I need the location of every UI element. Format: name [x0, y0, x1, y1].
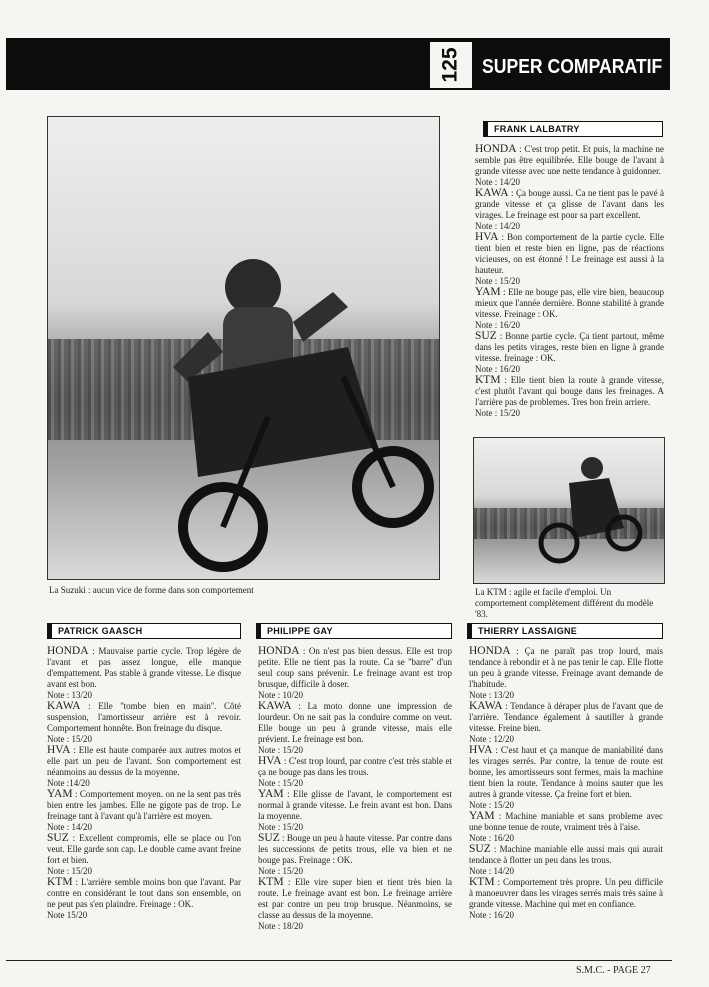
- review-entry: KAWA : Tendance à déraper plus de l'avant que de l'arrière. Tendance également à sautiller à grande vitesse. Freine bien.: [469, 700, 664, 733]
- review-score: Note : 16/20: [475, 320, 520, 330]
- review-score: Note : 15/20: [47, 734, 92, 744]
- bike-name: KAWA: [469, 700, 503, 712]
- review-text: Bonne partie cycle. Ça tient partout, même dans les petits virages, reste bien en ligne à grande vitesse. freinage : OK.: [475, 331, 664, 363]
- review-text: C'est trop lourd, par contre c'est très stable et ça ne bouge pas dans les trous.: [258, 756, 452, 777]
- bike-name: HVA: [475, 231, 499, 243]
- review-entry: HVA : C'est trop lourd, par contre c'est très stable et ça ne bouge pas dans les trous.: [258, 755, 452, 777]
- review-entry: KTM : Elle vire super bien et tient très bien la route. Le freinage avant est bon. Le freinage arrière est par contre un peu trop brusque. Néanmoins, se classe au dessus de la moyenne.: [258, 876, 452, 920]
- review-score: Note : 16/20: [469, 910, 514, 920]
- bike-name: YAM: [47, 788, 73, 800]
- bike-name: SUZ: [258, 832, 280, 844]
- review-entry: KAWA : Elle ''tombe bien en main''. Côté suspension, l'amortisseur arrière est à revoir. Comportement honnête. Bon freinage du disque.: [47, 700, 241, 733]
- review-text: La moto donne une impression de lourdeur. On ne sait pas la conduire comme on veut. Elle bouge un peu à grande vitesse, mais elle prévient. Le freinage est bon.: [258, 701, 452, 744]
- review-entry: HONDA : On n'est pas bien dessus. Elle est trop petite. Elle ne tient pas la route. Ca se ''barre'' d'un seul coup sans prévenir. Le freinage avant est trop brusque, difficile à doser.: [258, 645, 452, 689]
- review-score: Note : 14/20: [47, 822, 92, 832]
- review-entry: SUZ : Excellent compromis, elle se place ou l'on veut. Elle garde son cap. Le double came avant freine fort et bien.: [47, 832, 241, 865]
- review-entry: KTM : Comportement très propre. Un peu difficile à manoeuvrer dans les virages serrés mais très saine à grande vitesse. Machine qui met en confiance.: [469, 876, 663, 909]
- review-text: Machine maniable et sans probleme avec une bonne tenue de route, vraiment très à l'aise.: [469, 811, 663, 832]
- issue-number-tab: [430, 42, 472, 88]
- review-score: Note : 10/20: [258, 690, 303, 700]
- bike-name: SUZ: [469, 843, 491, 855]
- review-text: Elle glisse de l'avant, le comportement est normal à grande vitesse. Le frein avant est bon. Dans la moyenne.: [258, 789, 452, 821]
- bike-name: HONDA: [475, 143, 517, 155]
- review-score: Note : 16/20: [475, 364, 520, 374]
- review-entry: KTM : L'arrière semble moins bon que l'avant. Par contre en considérant le tout dans son ensemble, on ne peut pas s'en plaindre. Freinage : OK.: [47, 876, 241, 909]
- review-score: Note : 12/20: [469, 734, 514, 744]
- review-score: Note : 14/20: [475, 221, 520, 231]
- bike-name: HVA: [47, 744, 71, 756]
- review-score: Note : 15/20: [47, 866, 92, 876]
- review-entry: HONDA : Mauvaise partie cycle. Trop légère de l'avant et pas assez longue, elle manque d'empattement. Pas stable à grande vitesse. Le disque avant est bon.: [47, 645, 241, 689]
- review-score: Note : 13/20: [469, 690, 514, 700]
- review-text: Elle est haute comparée aux autres motos et elle part un peu de l'avant. Son comportement est néanmoins au dessus de la moyenne.: [47, 745, 241, 777]
- main-photo: [47, 116, 440, 580]
- review-frank-lalbatry: [475, 144, 664, 419]
- bike-name: KAWA: [258, 700, 292, 712]
- review-entry: SUZ : Bouge un peu à haute vitesse. Par contre dans les successions de petits trous, elle va bien et ne bouge pas. Freinage : OK.: [258, 832, 452, 865]
- review-text: Elle tient bien la route à grande vitesse, c'est plutôt l'avant qui bouge dans les freinages. A l'arrière pas de problemes. Tres bon frein arriere.: [475, 375, 664, 407]
- bike-name: KTM: [47, 876, 73, 888]
- rider-header-frank-lalbatry: FRANK LALBATRY: [483, 121, 663, 137]
- review-text: Tendance à déraper plus de l'avant que de l'arrière. Tendance également à sautiller à grande vitesse. Freine bien.: [469, 701, 664, 733]
- review-score: Note : 15/20: [258, 745, 303, 755]
- bike-name: HONDA: [47, 645, 89, 657]
- review-text: Mauvaise partie cycle. Trop légère de l'avant et pas assez longue, elle manque d'empattement. Pas stable à grande vitesse. Le disque avant est bon.: [47, 646, 241, 689]
- review-entry: HONDA : C'est trop petit. Et puis, la machine ne semble pas être equilibrée. Elle bouge de l'avant à grande vitesse avec une nette tendance à guidonner.: [475, 143, 664, 176]
- review-text: C'est haut et ça manque de maniabilité dans les virages serrés. Par contre, la tenue de route est bonne, les amortisseurs sont fermes, mais la machine tient bien la route. Tendance à moins sauter que les autres à grande vitesse. Ça freine fort et bien.: [469, 745, 663, 799]
- review-text: Ça ne paraît pas trop lourd, mais tendance à rebondir et à ne pas tenir le cap. Elle flotte un peu à grande vitesse. Freinage avant demande de l'habitude.: [469, 646, 663, 689]
- bike-name: HVA: [469, 744, 493, 756]
- bike-name: YAM: [469, 810, 495, 822]
- bike-name: KTM: [258, 876, 284, 888]
- review-entry: YAM : Elle glisse de l'avant, le comportement est normal à grande vitesse. Le frein avant est bon. Dans la moyenne.: [258, 788, 452, 821]
- review-score: Note : 18/20: [258, 921, 303, 931]
- main-photo-caption: La Suzuki : aucun vice de forme dans son comportement: [49, 585, 254, 595]
- rider-header-patrick-gaasch: PATRICK GAASCH: [47, 623, 241, 639]
- review-score: Note : 15/20: [475, 408, 520, 418]
- bike-name: SUZ: [475, 330, 497, 342]
- review-entry: YAM : Elle ne bouge pas, elle vire bien, beaucoup mieux que l'année dernière. Bonne stabilité à grande vitesse. Freinage : OK.: [475, 286, 664, 319]
- review-text: Comportement très propre. Un peu difficile à manoeuvrer dans les virages serrés mais très saine à grande vitesse. Machine qui met en confiance.: [469, 877, 663, 909]
- bike-name: KAWA: [47, 700, 81, 712]
- review-score: Note : 13/20: [47, 690, 92, 700]
- review-entry: KAWA : La moto donne une impression de lourdeur. On ne sait pas la conduire comme on veut. Elle bouge un peu à grande vitesse, mais elle prévient. Le freinage est bon.: [258, 700, 452, 744]
- small-photo: [473, 437, 665, 584]
- review-patrick-gaasch: [47, 646, 241, 921]
- bike-name: KTM: [475, 374, 501, 386]
- review-score: Note : 15/20: [469, 800, 514, 810]
- review-text: Comportement moyen. on ne la sent pas très bien entre les jambes. Elle ne gigote pas de trop. Le freinage tant à l'avant qu'à l'arrière est moyen.: [47, 789, 241, 821]
- review-score: Note : 15/20: [258, 822, 303, 832]
- review-text: Elle ''tombe bien en main''. Côté suspension, l'amortisseur arrière est à revoir. Comportement honnête. Bon freinage du disque.: [47, 701, 241, 733]
- review-score: Note 15/20: [47, 910, 88, 920]
- review-entry: HVA : C'est haut et ça manque de maniabilité dans les virages serrés. Par contre, la tenue de route est bonne, les amortisseurs sont fermes, mais la machine tient bien la route. Tendance à moins sauter que les autres à grande vitesse. Ça freine fort et bien.: [469, 744, 663, 799]
- bike-name: KAWA: [475, 187, 509, 199]
- footer-rule: [6, 960, 672, 961]
- review-entry: YAM : Comportement moyen. on ne la sent pas très bien entre les jambes. Elle ne gigote pas de trop. Le freinage tant à l'avant qu'à l'arrière est moyen.: [47, 788, 241, 821]
- review-text: Bouge un peu à haute vitesse. Par contre dans les successions de petits trous, elle va bien et ne bouge pas. Freinage : OK.: [258, 833, 452, 865]
- review-entry: SUZ : Machine maniable elle aussi mais qui aurait tendance à flotter un peu dans les trous.: [469, 843, 663, 865]
- review-text: Machine maniable elle aussi mais qui aurait tendance à flotter un peu dans les trous.: [469, 844, 663, 865]
- review-score: Note : 15/20: [258, 778, 303, 788]
- review-score: Note : 14/20: [475, 177, 520, 187]
- review-score: Note : 15/20: [258, 866, 303, 876]
- section-title: SUPER COMPARATIF: [482, 56, 663, 78]
- small-photo-caption: La KTM : agile et facile d'emploi. Un comportement complètement différent du modèle '83.: [475, 587, 654, 619]
- bike-name: HONDA: [469, 645, 511, 657]
- review-text: Elle vire super bien et tient très bien la route. Le freinage avant est bon. Le freinage arrière est par contre un peu trop brusque. Néanmoins, se classe au dessus de la moyenne.: [258, 877, 452, 920]
- review-score: Note : 14/20: [469, 866, 514, 876]
- review-entry: KAWA : Ça bouge aussi. Ca ne tient pas le pavé à grande vitesse et ça glisse de l'avant dans les virages. Le freinage est pour sa part excellent.: [475, 187, 664, 220]
- review-entry: KTM : Elle tient bien la route à grande vitesse, c'est plutôt l'avant qui bouge dans les freinages. A l'arrière pas de problemes. Tres bon frein arriere.: [475, 374, 664, 407]
- review-score: Note : 16/20: [469, 833, 514, 843]
- motocross-rider-jump-illustration: [48, 117, 439, 579]
- review-thierry-lassaigne: [469, 646, 663, 921]
- review-score: Note :14/20: [47, 778, 90, 788]
- rider-header-thierry-lassaigne: THIERRY LASSAIGNE: [467, 623, 663, 639]
- review-entry: HVA : Bon comportement de la partie cycle. Elle tient bien et reste bien en ligne, pas de réactions vicieuses, on est étonné ! Le freinage est aussi à la hauteur.: [475, 231, 664, 275]
- review-entry: HVA : Elle est haute comparée aux autres motos et elle part un peu de l'avant. Son comportement est néanmoins au dessus de la moyenne.: [47, 744, 241, 777]
- review-entry: YAM : Machine maniable et sans probleme avec une bonne tenue de route, vraiment très à l'aise.: [469, 810, 663, 832]
- review-entry: HONDA : Ça ne paraît pas trop lourd, mais tendance à rebondir et à ne pas tenir le cap. Elle flotte un peu à grande vitesse. Freinage avant demande de l'habitude.: [469, 645, 663, 689]
- review-text: Ça bouge aussi. Ca ne tient pas le pavé à grande vitesse et ça glisse de l'avant dans les virages. Le freinage est pour sa part excellent.: [475, 188, 664, 220]
- review-text: L'arrière semble moins bon que l'avant. Par contre en considérant le tout dans son ensemble, on ne peut pas s'en plaindre. Freinage : OK.: [47, 877, 241, 909]
- review-text: Elle ne bouge pas, elle vire bien, beaucoup mieux que l'année dernière. Bonne stabilité à grande vitesse. Freinage : OK.: [475, 287, 664, 319]
- ktm-rider-illustration: [474, 438, 664, 583]
- bike-name: HONDA: [258, 645, 300, 657]
- review-text: On n'est pas bien dessus. Elle est trop petite. Elle ne tient pas la route. Ca se ''barre'' d'un seul coup sans prévenir. Le freinage avant est trop brusque, difficile à doser.: [258, 646, 452, 689]
- review-philippe-gay: [258, 646, 452, 932]
- review-score: Note : 15/20: [475, 276, 520, 286]
- bike-name: KTM: [469, 876, 495, 888]
- page-footer: S.M.C. - PAGE 27: [576, 965, 651, 976]
- bike-name: HVA: [258, 755, 282, 767]
- review-text: Bon comportement de la partie cycle. Elle tient bien et reste bien en ligne, pas de réactions vicieuses, on est étonné ! Le freinage est aussi à la hauteur.: [475, 232, 664, 275]
- bike-name: SUZ: [47, 832, 69, 844]
- issue-number: 125: [438, 47, 462, 83]
- review-entry: SUZ : Bonne partie cycle. Ça tient partout, même dans les petits virages, reste bien en ligne à grande vitesse. freinage : OK.: [475, 330, 664, 363]
- rider-header-philippe-gay: PHILIPPE GAY: [256, 623, 452, 639]
- review-text: Excellent compromis, elle se place ou l'on veut. Elle garde son cap. Le double came avant freine fort et bien.: [47, 833, 241, 865]
- bike-name: YAM: [475, 286, 501, 298]
- review-text: C'est trop petit. Et puis, la machine ne semble pas être equilibrée. Elle bouge de l'avant à grande vitesse avec une nette tendance à guidonner.: [475, 144, 664, 176]
- bike-name: YAM: [258, 788, 284, 800]
